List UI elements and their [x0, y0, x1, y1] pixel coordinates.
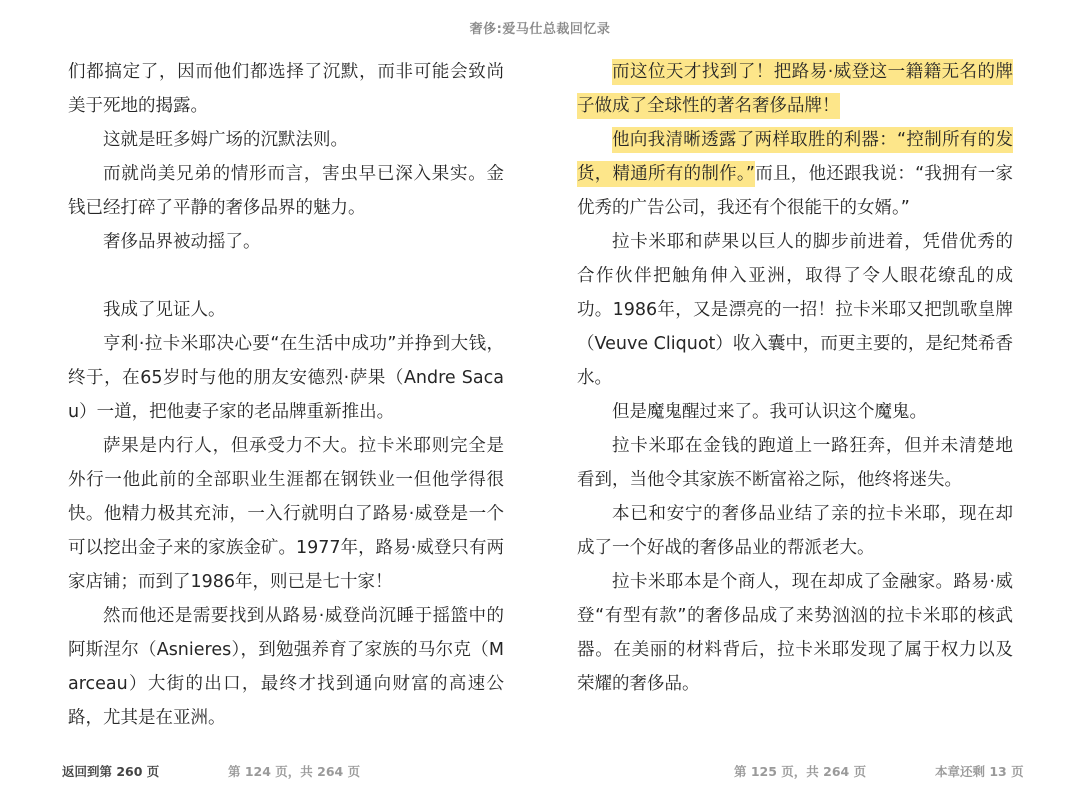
- left-page-number: 第 124 页，共 264 页: [228, 764, 361, 779]
- paragraph: 萨果是内行人，但承受力不大。拉卡米耶则完全是外行一他此前的全部职业生涯都在钢铁业一但他学得很快。他精力极其充沛，一入行就明白了路易·威登是一个可以挖出金子来的家族金矿。1977年，路易·威登只有两家店铺；而到了1986年，则已是七十家！: [68, 436, 504, 592]
- paragraph: 我成了见证人。: [103, 300, 226, 320]
- paragraph: 这就是旺多姆广场的沉默法则。: [103, 130, 348, 150]
- paragraph: 本已和安宁的奢侈品业结了亲的拉卡米耶，现在却成了一个好战的奢侈品业的帮派老大。: [577, 504, 1013, 558]
- paragraph-text: 而且，他还跟我说：“我拥有一家优秀的广告公司，我还有个很能干的女婿。”: [577, 164, 1013, 218]
- paragraph: 们都搞定了，因而他们都选择了沉默，而非可能会致尚美于死地的揭露。: [68, 62, 504, 116]
- paragraph: 拉卡米耶在金钱的跑道上一路狂奔，但并未清楚地看到，当他令其家族不断富裕之际，他终将迷失。: [577, 436, 1013, 490]
- back-to-page-link[interactable]: 返回到第 260 页: [62, 764, 160, 779]
- highlighted-text[interactable]: 他向我清晰透露了两样取胜的利器：“控制所有的发货，精通所有的制作。”: [577, 127, 1013, 187]
- paragraph: 奢侈品界被动摇了。: [103, 232, 261, 252]
- section-break: [68, 259, 504, 293]
- paragraph: 但是魔鬼醒过来了。我可认识这个魔鬼。: [612, 402, 927, 422]
- paragraph: [577, 123, 1013, 225]
- book-title: 奢侈:爱马仕总裁回忆录: [469, 22, 611, 37]
- paragraph: 然而他还是需要找到从路易·威登尚沉睡于摇篮中的阿斯涅尔（Asnieres），到勉强养育了家族的马尔克（Marceau）大街的出口，最终才找到通向财富的高速公路，尤其是在亚洲。: [68, 606, 504, 728]
- right-page-number: 第 125 页，共 264 页: [734, 764, 867, 779]
- paragraph: 而就尚美兄弟的情形而言，害虫早已深入果实。金钱已经打碎了平静的奢侈品界的魅力。: [68, 164, 504, 218]
- chapter-remaining: 本章还剩 13 页: [935, 764, 1024, 779]
- paragraph: 亨利·拉卡米耶决心要“在生活中成功”并挣到大钱，终于，在65岁时与他的朋友安德烈·萨果（Andre Sacau）一道，把他妻子家的老品牌重新推出。: [68, 334, 504, 422]
- right-page: [577, 55, 1013, 701]
- paragraph: 拉卡米耶和萨果以巨人的脚步前进着，凭借优秀的合作伙伴把触角伸入亚洲，取得了令人眼花缭乱的成功。1986年，又是漂亮的一招！拉卡米耶又把凯歌皇牌（Veuve Cliquot）收入囊中，而更主要的，是纪梵希香水。: [577, 232, 1013, 388]
- highlighted-text[interactable]: 而这位天才找到了！把路易·威登这一籍籍无名的牌子做成了全球性的著名奢侈品牌！: [577, 59, 1013, 119]
- left-page: [68, 55, 504, 735]
- paragraph: [577, 55, 1013, 123]
- paragraph: 拉卡米耶本是个商人，现在却成了金融家。路易·威登“有型有款”的奢侈品成了来势汹汹的拉卡米耶的核武器。在美丽的材料背后，拉卡米耶发现了属于权力以及荣耀的奢侈品。: [577, 572, 1013, 694]
